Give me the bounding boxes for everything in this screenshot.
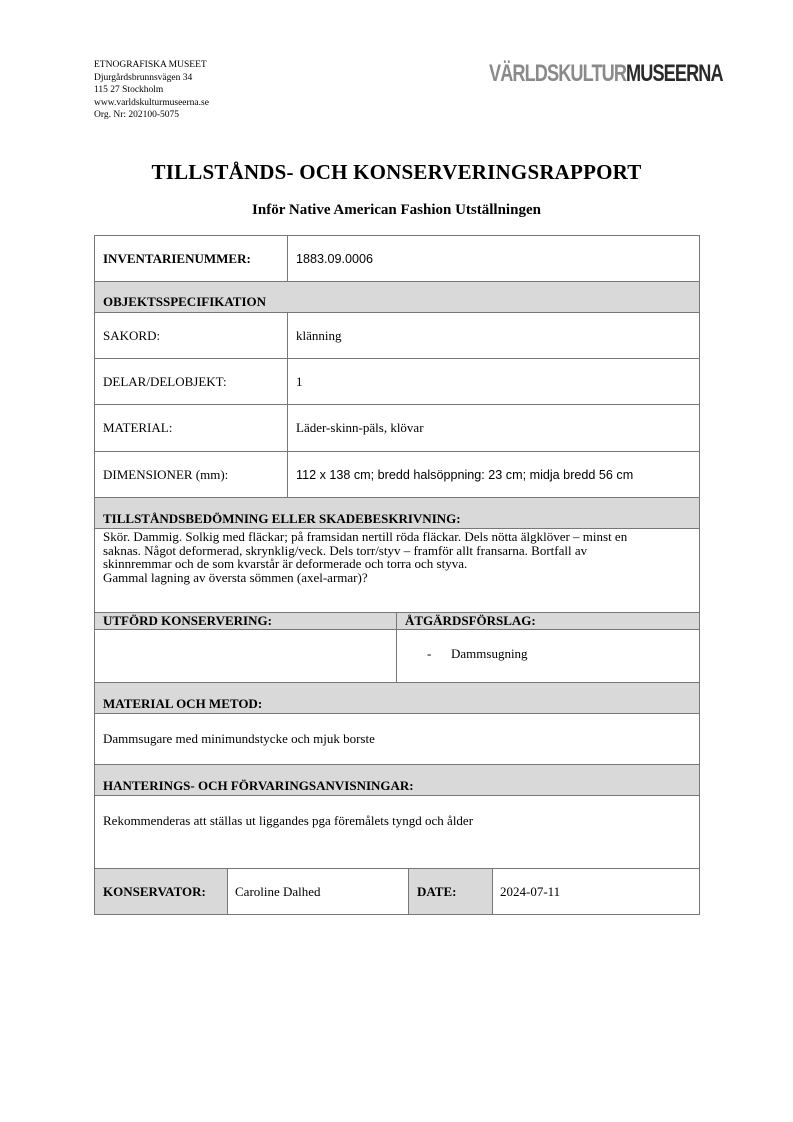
address-line: Djurgårdsbrunnsvägen 34 [94,72,193,83]
proposal-content [397,630,699,682]
spec-row [94,359,700,405]
address-line: 115 27 Stockholm [94,85,164,96]
conservator-label: KONSERVATOR: [95,869,228,914]
condition-heading [94,498,700,529]
signoff-row [94,869,700,915]
conservator-name: Caroline Dalhed [228,869,409,914]
logo-part-2: MUSEERNA [626,60,723,87]
done-heading: UTFÖRD KONSERVERING: [95,613,397,629]
handling-row [94,796,700,869]
handling-heading-text: HANTERINGS- OCH FÖRVARINGSANVISNINGAR: [103,778,414,793]
condition-line: skinnremmar och de som kvarstår är deformerade och torra och styva. [103,556,468,571]
spec-value: klänning [296,327,342,343]
spec-heading [94,282,700,313]
museum-address [94,59,209,122]
conservation-heading-row [94,613,700,630]
report-subtitle: Inför Native American Fashion Utställningen [252,202,541,218]
spec-row [94,452,700,498]
spec-label: SAKORD: [95,313,288,358]
spec-value: 1 [296,373,303,389]
spec-label: DIMENSIONER (mm): [95,452,288,497]
spec-label: MATERIAL: [95,405,288,451]
condition-line: saknas. Något deformerad, skrynklig/veck. Dels torr/styv – framför allt fransarna. Bortfall av [103,542,588,558]
report-title: TILLSTÅNDS- OCH KONSERVERINGSRAPPORT [151,160,642,184]
handling-text: Rekommenderas att ställas ut liggandes pga föremålets tyngd och ålder [103,813,474,828]
spec-heading-text: OBJEKTSSPECIFIKATION [103,294,267,309]
inventory-label: INVENTARIENUMMER: [95,236,288,281]
proposal-text: Dammsugning [451,646,528,661]
method-text: Dammsugare med minimundstycke och mjuk borste [103,731,375,746]
date-label: DATE: [409,869,493,914]
proposal-heading: ÅTGÄRDSFÖRSLAG: [397,613,699,629]
condition-text [95,529,635,612]
inventory-value: 1883.09.0006 [296,251,374,266]
inventory-row [94,235,700,282]
condition-row [94,529,700,613]
condition-line: Gammal lagning av översta sömmen (axel-armar)? [103,569,368,585]
spec-value: 112 x 138 cm; bredd halsöppning: 23 cm; midja bredd 56 cm [296,467,634,482]
address-line: www.varldskulturmuseerna.se [94,97,209,108]
proposal-item [397,630,699,662]
conservation-row [94,630,700,683]
method-row [94,714,700,765]
handling-heading [94,765,700,796]
spec-row [94,405,700,452]
spec-row [94,313,700,359]
museum-logo [489,59,723,89]
condition-heading-text: TILLSTÅNDSBEDÖMNING ELLER SKADEBESKRIVNING: [103,511,461,526]
address-line: ETNOGRAFISKA MUSEET [94,60,207,70]
method-heading-text: MATERIAL OCH METOD: [103,696,263,711]
logo-part-1: VÄRLDSKULTUR [489,60,627,87]
address-line: Org. Nr: 202100-5075 [94,110,180,121]
proposal-dash: - [427,646,432,661]
done-content [95,630,397,682]
spec-label: DELAR/DELOBJEKT: [95,359,288,404]
condition-line: Skör. Dammig. Solkig med fläckar; på framsidan nertill röda fläckar. Dels nötta älgklöver – minst en [103,529,628,544]
method-heading [94,683,700,714]
date-value: 2024-07-11 [500,883,561,899]
report-form [94,235,700,915]
spec-value: Läder-skinn-päls, klövar [296,420,424,435]
